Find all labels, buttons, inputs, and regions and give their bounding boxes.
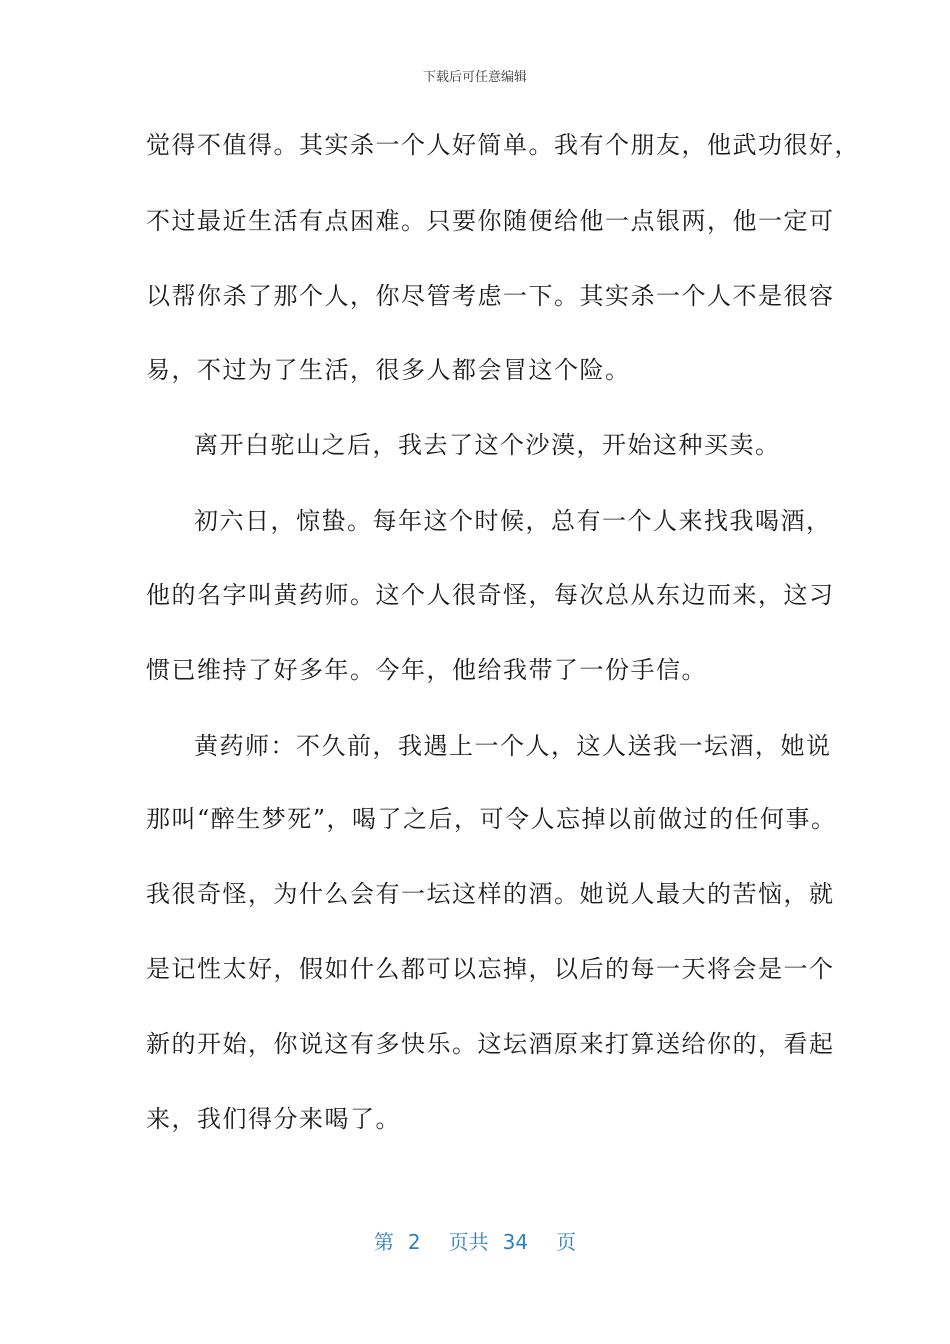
footer-prefix: 第	[373, 1230, 394, 1254]
paragraph-first-line: 黄药师：不久前，我遇上一个人，这人送我一坛酒，她说	[194, 732, 832, 760]
total-page-count: 34	[502, 1230, 529, 1254]
body-line: 新的开始，你说这有多快乐。这坛酒原来打算送给你的，看起	[146, 1030, 835, 1058]
page-header: 下载后可任意编辑	[422, 70, 527, 85]
footer-middle: 页共	[448, 1230, 489, 1254]
body-line: 惯已维持了好多年。今年，他给我带了一份手信。	[146, 656, 707, 684]
page-footer	[0, 1226, 950, 1255]
paragraph-first-line: 离开白驼山之后，我去了这个沙漠，开始这种买卖。	[194, 431, 781, 459]
body-line: 来，我们得分来喝了。	[146, 1105, 401, 1133]
current-page-number: 2	[407, 1230, 421, 1254]
body-line: 那叫“醉生梦死”，喝了之后，可令人忘掉以前做过的任何事。	[146, 805, 837, 833]
body-line: 觉得不值得。其实杀一个人好简单。我有个朋友，他武功很好，	[146, 131, 860, 159]
body-line: 我很奇怪，为什么会有一坛这样的酒。她说人最大的苦恼，就	[146, 880, 835, 908]
paragraph-first-line: 初六日，惊蛰。每年这个时候，总有一个人来找我喝酒，	[194, 507, 832, 535]
body-line: 是记性太好，假如什么都可以忘掉，以后的每一天将会是一个	[146, 955, 835, 983]
body-line: 以帮你杀了那个人，你尽管考虑一下。其实杀一个人不是很容	[146, 282, 835, 310]
body-line: 易，不过为了生活，很多人都会冒这个险。	[146, 356, 631, 384]
body-line: 不过最近生活有点困难。只要你随便给他一点银两，他一定可	[146, 207, 835, 235]
footer-suffix: 页	[556, 1230, 577, 1254]
body-line: 他的名字叫黄药师。这个人很奇怪，每次总从东边而来，这习	[146, 581, 835, 609]
